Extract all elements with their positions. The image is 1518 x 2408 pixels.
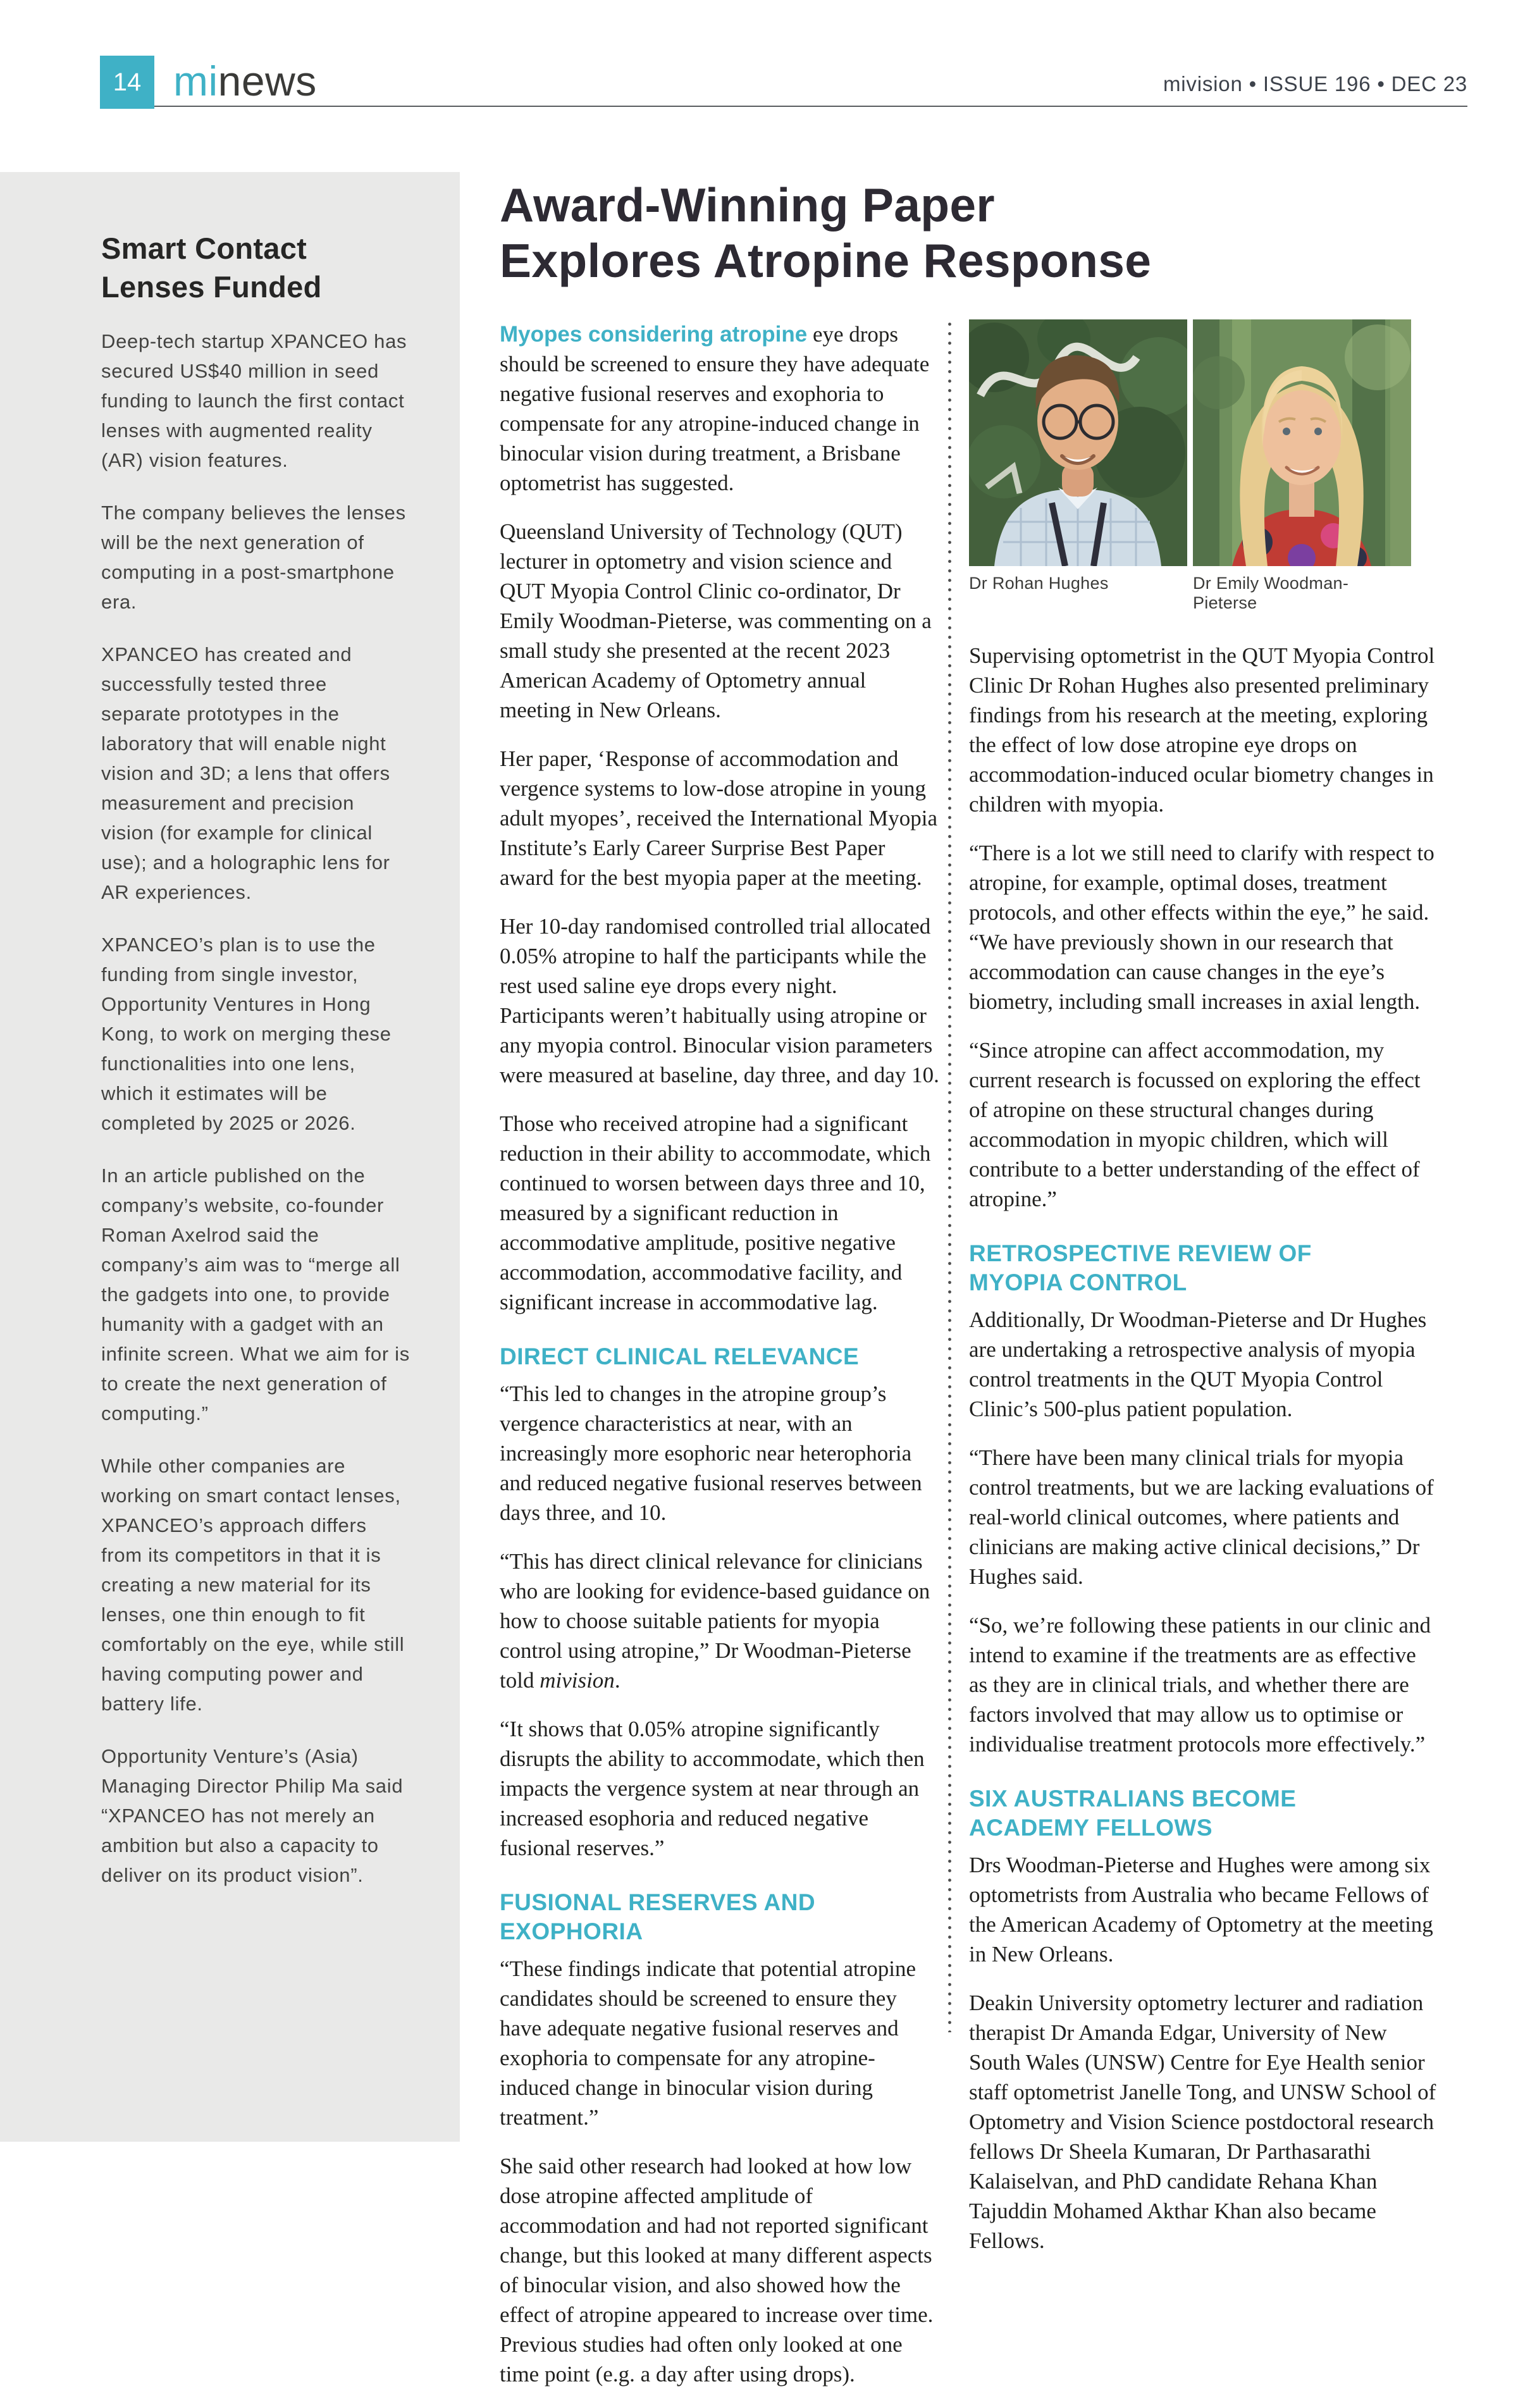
column-divider-dotted <box>948 321 951 2032</box>
paragraph: “This has direct clinical relevance for clinicians who are looking for evidence-based guidance on how to choose suitable patients for myopia control using atropine,” Dr Woodman-Pieterse told mivision. <box>500 1549 930 1693</box>
sidebar-paragraph: Opportunity Venture’s (Asia) Managing Director Philip Ma said “XPANCEO has not merely an ambition but also a capacity to deliver on its product vision”. <box>101 1745 404 1886</box>
section-heading-direct-clinical-relevance: DIRECT CLINICAL RELEVANCE <box>500 1343 860 1369</box>
sidebar-paragraph: While other companies are working on smart contact lenses, XPANCEO’s approach differs from its competitors in that it is creating a new material for its lenses, one thin enough to fit comfortably on the eye, while still having computing power and battery life. <box>101 1455 405 1715</box>
sidebar-article <box>101 229 411 1913</box>
paragraph: Drs Woodman-Pieterse and Hughes were among six optometrists from Australia who became Fellows of the American Academy of Optometry at the meeting in New Orleans. <box>969 1853 1433 1967</box>
paragraph: Her 10-day randomised controlled trial allocated 0.05% atropine to half the participants while the rest used saline eye drops every night. Participants weren’t habitually using atropine or any myopia control. Binocular vision parameters were measured at baseline, day three, and day 10. <box>500 914 939 1087</box>
paragraph: “This led to changes in the atropine group’s vergence characteristics at near, with an increasingly more esophoric near heterophoria and reduced negative fusional reserves between days three, and 10. <box>500 1381 922 1525</box>
portrait-photos <box>969 319 1438 566</box>
sidebar-panel <box>0 172 460 2142</box>
rohan-hughes-portrait-illustration <box>969 319 1187 566</box>
paragraph: “So, we’re following these patients in our clinic and intend to examine if the treatments are as effective as they are in clinical trials, and whether there are factors involved that may allow us to optimise or individualise treatment protocols more effectively.” <box>969 1613 1431 1757</box>
sidebar-paragraph: XPANCEO has created and successfully tested three separate prototypes in the laboratory that will enable night vision and 3D; a lens that offers measurement and precision vision (for example for clinical use); and a holographic lens for AR experiences. <box>101 643 390 903</box>
page-number-badge <box>100 56 154 109</box>
sidebar-paragraph: In an article published on the company’s website, co-founder Roman Axelrod said the company’s aim was to “merge all the gadgets into one, to provide humanity with a gadget with an infinite screen. What we aim for is to create the next generation of computing.” <box>101 1164 410 1424</box>
paragraph: Deakin University optometry lecturer and radiation therapist Dr Amanda Edgar, University of New South Wales (UNSW) Centre for Eye Health senior staff optometrist Janelle Tong, and UNSW School of Optometry and Vision Science postdoctoral research fellows Dr Sheela Kumaran, Dr Parthasarathi Kalaiselvan, and PhD candidate Rehana Khan Tajuddin Mohamed Akthar Khan also became Fellows. <box>969 1991 1436 2253</box>
section-heading-retrospective-review: RETROSPECTIVE REVIEW OF MYOPIA CONTROL <box>969 1240 1312 1295</box>
sidebar-paragraph: XPANCEO’s plan is to use the funding from single investor, Opportunity Ventures in Hong Kong, to work on merging these functionalities into one lens, which it estimates will be completed by 2025 or 2026. <box>101 934 392 1134</box>
logo-news: news <box>218 58 317 104</box>
photo-captions <box>969 574 1438 613</box>
article-column-2 <box>969 319 1438 2275</box>
issue-info: mivision • ISSUE 196 • DEC 23 <box>1163 72 1467 96</box>
paragraph: “Since atropine can affect accommodation, my current research is focussed on exploring the effect of atropine on these structural changes during accommodation in myopic children, which will contribute to a better understanding of the effect of atropine.” <box>969 1038 1421 1211</box>
lead-in-text: Myopes considering atropine <box>500 322 808 347</box>
paragraph: “These findings indicate that potential atropine candidates should be screened to ensure they have adequate negative fusional reserves and exophoria to compensate for any atropine-induced change in binocular vision during treatment.” <box>500 1956 916 2130</box>
sidebar-paragraph: Deep-tech startup XPANCEO has secured US$40 million in seed funding to launch the first contact lenses with augmented reality (AR) vision features. <box>101 330 407 471</box>
article-title: Award-Winning Paper Explores Atropine Response <box>500 178 1152 287</box>
paragraph: Those who received atropine had a significant reduction in their ability to accommodate, which continued to worsen between days three and 10, measured by a significant reduction in accommodative amplitude, positive negative accommodation, accommodative facility, and significant increase in accommodative lag. <box>500 1111 931 1314</box>
page-number: 14 <box>113 68 142 96</box>
photo-caption-rohan: Dr Rohan Hughes <box>969 574 1109 593</box>
logo-mi: mi <box>173 58 218 104</box>
section-heading-academy-fellows: SIX AUSTRALIANS BECOME ACADEMY FELLOWS <box>969 1786 1297 1841</box>
sidebar-article-title: Smart Contact Lenses Funded <box>101 232 322 304</box>
emily-woodman-pieterse-photo <box>1193 319 1411 566</box>
paragraph: “It shows that 0.05% atropine significantly disrupts the ability to accommodate, which then impacts the vergence system at near through an increased esophoria and reduced negative fusional reserves.” <box>500 1717 925 1860</box>
paragraph: Queensland University of Technology (QUT) lecturer in optometry and vision science and QUT Myopia Control Clinic co-ordinator, Dr Emily Woodman-Pieterse, was commenting on a small study she presented at the recent 2023 American Academy of Optometry annual meeting in New Orleans. <box>500 519 932 722</box>
paragraph: “There is a lot we still need to clarify with respect to atropine, for example, optimal doses, treatment protocols, and other effects within the eye,” he said. “We have previously shown in our research that accommodation can cause changes in the eye’s biometry, including small increases in axial length. <box>969 841 1435 1014</box>
emily-woodman-pieterse-portrait-illustration <box>1193 319 1411 566</box>
rohan-hughes-photo <box>969 319 1187 566</box>
minews-logo <box>173 57 317 105</box>
lead-paragraph: Myopes considering atropine eye drops should be screened to ensure they have adequate negative fusional reserves and exophoria to compensate for any atropine-induced change in binocular vision during treatment, a Brisbane optometrist has suggested. <box>500 322 930 495</box>
header-divider <box>154 106 1467 107</box>
sidebar-paragraph: The company believes the lenses will be the next generation of computing in a post-smartphone era. <box>101 502 406 613</box>
paragraph: “There have been many clinical trials for myopia control treatments, but we are lacking evaluations of real-world clinical outcomes, where patients and clinicians are making active clinical decisions,” Dr Hughes said. <box>969 1445 1434 1589</box>
mivision-italic: mivision <box>540 1668 615 1693</box>
article-column-1 <box>500 319 941 2408</box>
paragraph: Supervising optometrist in the QUT Myopia Control Clinic Dr Rohan Hughes also presented preliminary findings from his research at the meeting, exploring the effect of low dose atropine eye drops on accommodation-induced ocular biometry changes in children with myopia. <box>969 643 1435 817</box>
paragraph: Her paper, ‘Response of accommodation and vergence systems to low-dose atropine in young adult myopes’, received the International Myopia Institute’s Early Career Surprise Best Paper award for the best myopia paper at the meeting. <box>500 746 937 890</box>
section-heading-fusional-reserves: FUSIONAL RESERVES AND EXOPHORIA <box>500 1889 816 1944</box>
paragraph: Additionally, Dr Woodman-Pieterse and Dr Hughes are undertaking a retrospective analysis of myopia control treatments in the QUT Myopia Control Clinic’s 500-plus patient population. <box>969 1307 1427 1421</box>
paragraph: She said other research had looked at how low dose atropine affected amplitude of accommodation and had not reported significant change, but this looked at many different aspects of binocular vision, and also showed how the effect of atropine appeared to increase over time. Previous studies had often only looked at one time point (e.g. a day after using drops). <box>500 2154 934 2386</box>
photo-caption-emily: Dr Emily Woodman-Pieterse <box>1193 574 1349 612</box>
